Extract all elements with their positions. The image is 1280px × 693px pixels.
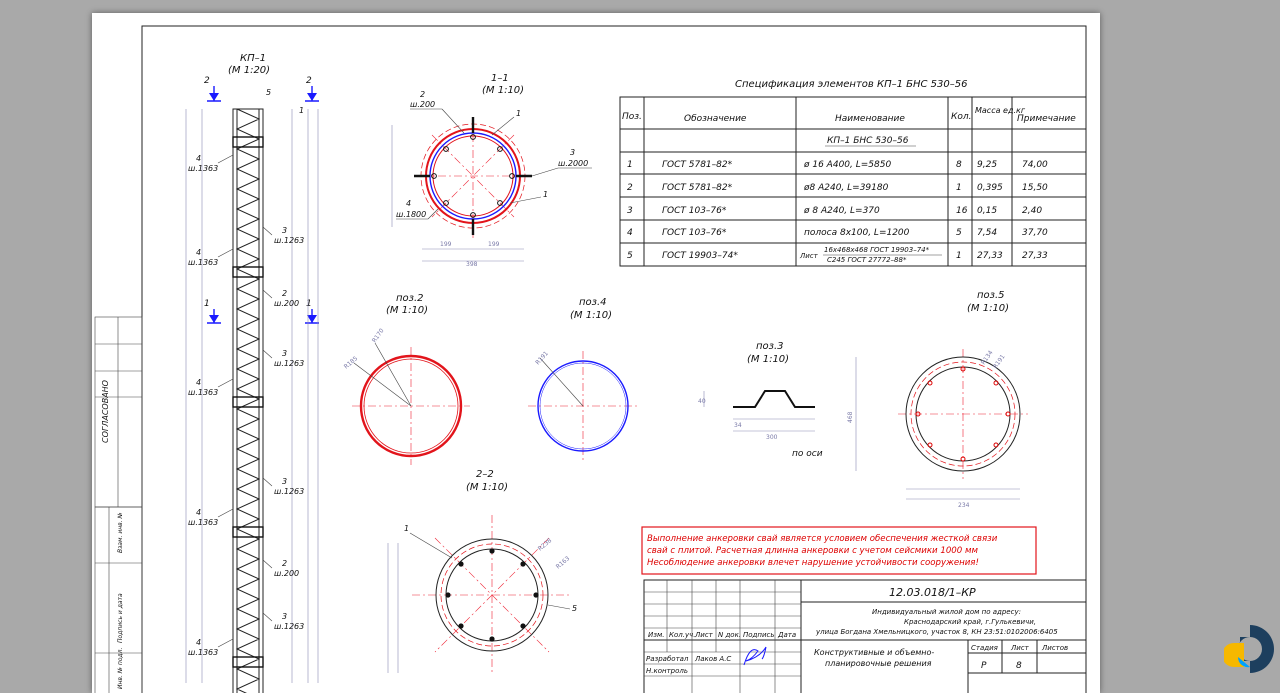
s11-l2b: ш.200 [410, 100, 436, 109]
tb-sheets-h: Листов [1042, 644, 1069, 652]
pos3-scale: (М 1:10) [747, 354, 790, 365]
spec-cell-designation: ГОСТ 5781–82* [662, 160, 733, 170]
s11-title: 1–1 [491, 73, 509, 84]
s11-l4: 4 [406, 199, 412, 208]
s11-dim3: 398 [466, 261, 478, 268]
pile-label-pitch: ш.1363 [188, 388, 219, 397]
pile-label-pos: 4 [196, 508, 202, 517]
spec-cell-qty: 5 [956, 228, 962, 238]
spec-cell-designation: ГОСТ 103–76* [662, 206, 727, 216]
pos5-title: поз.5 [977, 290, 1005, 301]
section-mark-right: 2 [306, 76, 312, 86]
pile-leader-line [263, 478, 272, 486]
drawing-sheet [92, 13, 1100, 693]
pile-label-pitch: ш.1263 [274, 236, 305, 245]
pile-leader-line [218, 249, 233, 257]
spec-cell-name: ø 16 А400, L=5850 [804, 160, 892, 170]
pile-label-pos: 3 [282, 477, 288, 486]
spec-h-pos: Поз. [622, 112, 642, 122]
tb-col-sign: Подпись [743, 631, 775, 639]
spec-h-designation: Обозначение [684, 114, 747, 124]
spec-cell-qty: 1 [956, 183, 962, 193]
spec-cell-name: полоса 8х100, L=1200 [804, 228, 910, 238]
tb-stage-h: Стадия [971, 644, 998, 652]
pile-label-pitch: ш.200 [274, 299, 300, 308]
s11-dim1: 199 [440, 241, 452, 248]
spec-cell-pos: 2 [627, 183, 633, 193]
tb-role1: Разработал [646, 655, 689, 663]
tb-sheet-title2: планировочные решения [825, 659, 932, 668]
spec-cell-note: 27,33 [1022, 251, 1048, 261]
spec-cell-pos: 4 [627, 228, 633, 238]
spec-cell-designation: ГОСТ 5781–82* [662, 183, 733, 193]
title-block [644, 580, 1086, 693]
pile-scale: (М 1:20) [228, 65, 271, 76]
spec-cell-note: 2,40 [1022, 206, 1043, 216]
pile-label-pitch: ш.1363 [188, 164, 219, 173]
spec-cell-pos: 3 [627, 206, 633, 216]
spec-cell-qty: 1 [956, 251, 962, 261]
tb-col-date: Дата [778, 631, 797, 639]
spec-cell-name: ø8 А240, L=39180 [804, 183, 889, 193]
spec-cell-designation: ГОСТ 103–76* [662, 228, 727, 238]
pile-label-pitch: ш.1363 [188, 258, 219, 267]
s22-r1: R238 [536, 537, 554, 553]
pile-label-pos: 4 [196, 154, 202, 163]
sign-date-label: Подпись и дата [117, 593, 124, 643]
pos4-title: поз.4 [579, 297, 607, 308]
pile-label-pos: 3 [282, 612, 288, 621]
approved-label: СОГЛАСОВАНО [101, 380, 110, 443]
pile-label-pos: 3 [282, 226, 288, 235]
signature-icon [744, 647, 766, 665]
spec-title: Спецификация элементов КП–1 БНС 530–56 [735, 79, 968, 90]
tb-role2: Н.контроль [646, 667, 688, 675]
detail-pos3 [698, 341, 823, 459]
tb-desc1: Индивидуальный жилой дом по адресу: [872, 608, 1021, 616]
spec-cell-name-top: 16х468х468 ГОСТ 19903–74* [824, 246, 930, 254]
spec-h-note: Примечание [1017, 114, 1076, 124]
pos5-r2: R191 [991, 353, 1007, 371]
spec-cell-name-prefix: Лист [800, 252, 818, 260]
tb-stage: Р [981, 661, 987, 671]
spec-cell-qty: 16 [956, 206, 968, 216]
section-1-1 [392, 73, 592, 268]
spec-group: КП–1 БНС 530–56 [827, 136, 909, 146]
s22-title: 2–2 [476, 469, 494, 480]
spec-cell-note: 15,50 [1022, 183, 1048, 193]
pile-mark-5: 5 [266, 88, 272, 97]
pos2-r2: R185 [342, 355, 360, 371]
pile-leader-line [263, 350, 272, 358]
pile-label-pitch: ш.1363 [188, 648, 219, 657]
section-mark-1-left: 1 [204, 299, 210, 309]
pile-labels [188, 154, 304, 657]
section-mark-1-right: 1 [306, 299, 312, 309]
spec-h-name: Наименование [835, 114, 905, 124]
s11-l1b: 1 [543, 190, 549, 199]
s22-l5: 5 [572, 604, 578, 613]
tb-col-kolu: Кол.уч. [669, 631, 696, 639]
detail-pos2 [343, 293, 470, 465]
tb-col-ndok: N док. [718, 631, 742, 639]
spec-cell-pos: 1 [627, 160, 633, 170]
s11-scale: (М 1:10) [482, 85, 525, 96]
tb-col-izm: Изм. [648, 631, 665, 639]
pile-leader-line [263, 613, 272, 621]
pos3-note: по оси [792, 449, 823, 459]
pos4-r1: R191 [534, 350, 550, 367]
pile-elevation [186, 53, 319, 693]
spec-rows [627, 160, 1048, 264]
spec-h-mass: Масса ед.кг [975, 106, 1026, 115]
pos5-d1: 468 [847, 411, 854, 423]
inv-orig-label: Инв. № подл. [117, 647, 124, 689]
tb-desc2: Краснодарский край, г.Гулькевичи, [904, 618, 1037, 626]
pile-label-pos: 2 [282, 289, 288, 298]
spec-cell-mass: 7,54 [977, 228, 998, 238]
left-margin [95, 317, 142, 693]
s11-l1: 1 [516, 109, 522, 118]
spec-cell-name: ø 8 А240, L=370 [804, 206, 880, 216]
pile-mark-1: 1 [299, 106, 305, 115]
pile-leader-line [263, 560, 272, 568]
detail-pos5 [847, 290, 1028, 509]
spec-h-qty: Кол. [951, 112, 972, 122]
s11-l3b: ш.2000 [558, 159, 589, 168]
pile-label-pos: 4 [196, 248, 202, 257]
s11-l3: 3 [570, 148, 576, 157]
drawing-canvas [92, 13, 1100, 693]
pile-label-pos: 2 [282, 559, 288, 568]
s22-scale: (М 1:10) [466, 482, 509, 493]
spec-cell-name-bottom: С245 ГОСТ 27772–88* [827, 256, 907, 264]
tb-code: 12.03.018/1–КР [889, 586, 976, 599]
tb-col-list: Лист [695, 631, 713, 639]
note-line-2: свай с плитой. Расчетная длинна анкеровки с учетом сейсмики 1000 мм [647, 546, 978, 556]
spec-cell-mass: 0,15 [977, 206, 998, 216]
pile-label-pitch: ш.200 [274, 569, 300, 578]
spec-cell-mass: 27,33 [977, 251, 1003, 261]
inv-no-label: Взам. инв. № [117, 512, 124, 553]
s22-l1: 1 [404, 524, 410, 533]
pile-leader-line [263, 227, 272, 235]
section-2-2 [388, 469, 577, 675]
spec-cell-mass: 0,395 [977, 183, 1003, 193]
pos3-d2: 34 [734, 422, 742, 429]
pile-leader-line [218, 379, 233, 387]
s11-l2: 2 [420, 90, 426, 99]
pile-label-pitch: ш.1263 [274, 622, 305, 631]
pos5-d2: 234 [958, 502, 970, 509]
pos4-scale: (М 1:10) [570, 310, 613, 321]
brand-logo-icon[interactable] [1224, 623, 1276, 675]
pile-label-pitch: ш.1263 [274, 359, 305, 368]
pile-label-pos: 4 [196, 638, 202, 647]
note-line-1: Выполнение анкеровки свай является условием обеспечения жесткой связи [647, 534, 998, 544]
tb-sheet-h: Лист [1011, 644, 1029, 652]
spec-cell-note: 74,00 [1022, 160, 1048, 170]
tb-sheet: 8 [1016, 661, 1022, 671]
pos3-d3: 40 [698, 398, 706, 405]
spec-cell-note: 37,70 [1022, 228, 1048, 238]
pos3-title: поз.3 [756, 341, 784, 352]
note-line-3: Несоблюдение анкеровки влечет нарушение устойчивости сооружения! [647, 558, 979, 568]
pos5-scale: (М 1:10) [967, 303, 1010, 314]
pile-leader-line [263, 290, 272, 298]
pos2-r1: R170 [370, 327, 386, 345]
spec-cell-qty: 8 [956, 160, 962, 170]
pile-title: КП–1 [240, 53, 266, 64]
anchorage-note [642, 527, 1036, 574]
tb-sheet-title1: Конструктивные и объемно- [814, 648, 935, 657]
spec-cell-pos: 5 [627, 251, 633, 261]
pile-leader-line [218, 509, 233, 517]
section-mark-left: 2 [204, 76, 210, 86]
pile-label-pitch: ш.1263 [274, 487, 305, 496]
pile-leader-line [218, 155, 233, 163]
pile-label-pitch: ш.1363 [188, 518, 219, 527]
spec-cell-mass: 9,25 [977, 160, 998, 170]
pos5-r1: R134 [979, 349, 995, 367]
pile-label-pos: 3 [282, 349, 288, 358]
pos2-scale: (М 1:10) [386, 305, 429, 316]
pos3-d1: 300 [766, 434, 778, 441]
spec-cell-designation: ГОСТ 19903–74* [662, 251, 738, 261]
s22-r2: R163 [554, 555, 572, 571]
pile-leader-line [218, 639, 233, 647]
pos2-title: поз.2 [396, 293, 424, 304]
tb-name1: Лаков А.С [695, 655, 732, 663]
tb-desc3: улица Богдана Хмельницкого, участок 8, КН 23:51:0102006:6405 [816, 628, 1058, 636]
detail-pos4 [528, 297, 638, 461]
pile-label-pos: 4 [196, 378, 202, 387]
s11-dim2: 199 [488, 241, 500, 248]
s11-l4b: ш.1800 [396, 210, 427, 219]
